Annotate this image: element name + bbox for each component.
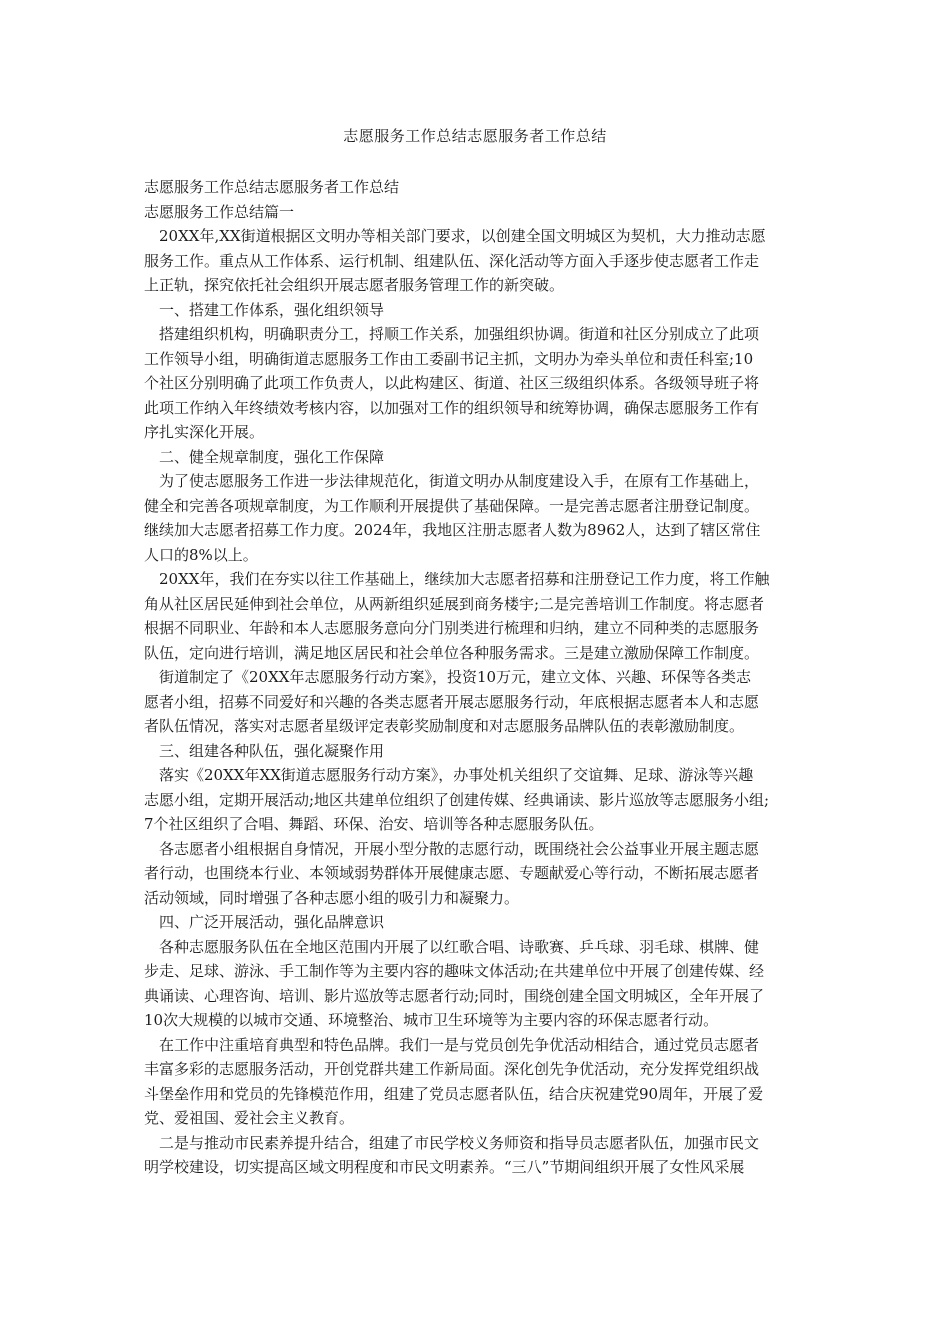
text-line: 一、搭建工作体系，强化组织领导 — [144, 300, 385, 319]
text-line: 队伍，定向进行培训，满足地区居民和社会单位各种服务需求。三是建立激励保障工作制度。 — [144, 643, 760, 662]
text-line: 7个社区组织了合唱、舞蹈、环保、治安、培训等各种志愿服务队伍。 — [144, 815, 604, 833]
text-line: 三、组建各种队伍，强化凝聚作用 — [144, 741, 385, 760]
text-line: 角从社区居民延伸到社会单位，从两新组织延展到商务楼宇;二是完善培训工作制度。将志愿者 — [144, 594, 765, 613]
text-line: 愿者小组，招募不同爱好和兴趣的各类志愿者开展志愿服务行动，年底根据志愿者本人和志愿 — [144, 692, 760, 711]
text-line: 志愿服务工作总结篇一 — [144, 202, 295, 221]
text-line: 继续加大志愿者招募工作力度。2024年，我地区注册志愿者人数为8962人，达到了辖区常住 — [144, 521, 761, 539]
text-line: 志愿服务工作总结志愿服务者工作总结 — [144, 178, 400, 196]
text-line: 人口的8%以上。 — [144, 545, 258, 564]
text-line: 斗堡垒作用和党员的先锋模范作用，组建了党员志愿者队伍，结合庆祝建党90周年，开展了爱 — [144, 1084, 764, 1103]
text-line: 个社区分别明确了此项工作负责人，以此构建区、街道、社区三级组织体系。各级领导班子将 — [144, 374, 760, 392]
text-line: 此项工作纳入年终绩效考核内容，以加强对工作的组织领导和统筹协调，确保志愿服务工作有 — [144, 398, 760, 417]
text-line: 丰富多彩的志愿服务活动，开创党群共建工作新局面。深化创先争优活动，充分发挥党组织战 — [144, 1060, 760, 1078]
text-line: 二是与推动市民素养提升结合，组建了市民学校义务师资和指导员志愿者队伍，加强市民文 — [144, 1133, 760, 1152]
text-line: 20XX年,XX街道根据区文明办等相关部门要求，以创建全国文明城区为契机，大力推动志愿 — [144, 227, 766, 245]
text-line: 服务工作。重点从工作体系、运行机制、组建队伍、深化活动等方面入手逐步使志愿者工作走 — [144, 251, 760, 270]
text-line: 志愿小组，定期开展活动;地区共建单位组织了创建传媒、经典诵读、影片巡放等志愿服务小组; — [144, 790, 770, 809]
text-line: 序扎实深化开展。 — [144, 423, 265, 441]
text-line: 明学校建设，切实提高区域文明程度和市民文明素养。“三八”节期间组织开展了女性风采展 — [144, 1158, 745, 1176]
text-line: 10次大规模的以城市交通、环境整治、城市卫生环境等为主要内容的环保志愿者行动。 — [144, 1011, 719, 1029]
text-line: 20XX年，我们在夯实以往工作基础上，继续加大志愿者招募和注册登记工作力度，将工作触 — [144, 570, 770, 588]
text-line: 在工作中注重培育典型和特色品牌。我们一是与党员创先争优活动相结合，通过党员志愿者 — [144, 1035, 760, 1054]
text-line: 活动领域，同时增强了各种志愿小组的吸引力和凝聚力。 — [144, 888, 520, 907]
document-title: 志愿服务工作总结志愿服务者工作总结 — [343, 127, 607, 145]
text-line: 各种志愿服务队伍在全地区范围内开展了以红歌合唱、诗歌赛、乒乓球、羽毛球、棋牌、健 — [144, 937, 760, 956]
text-line: 工作领导小组，明确街道志愿服务工作由工委副书记主抓，文明办为牵头单位和责任科室;10 — [144, 349, 754, 368]
text-line: 党、爱祖国、爱社会主义教育。 — [144, 1109, 355, 1127]
text-line: 步走、足球、游泳、手工制作等为主要内容的趣味文体活动;在共建单位中开展了创建传媒、经 — [144, 962, 765, 980]
text-line: 上正轨，探究依托社会组织开展志愿者服务管理工作的新突破。 — [144, 276, 565, 294]
text-line: 者行动，也围绕本行业、本领域弱势群体开展健康志愿、专题献爱心等行动，不断拓展志愿者 — [144, 864, 760, 882]
text-line: 二、健全规章制度，强化工作保障 — [144, 447, 385, 466]
text-line: 为了使志愿服务工作进一步法律规范化，街道文明办从制度建设入手，在原有工作基础上， — [144, 472, 760, 490]
text-line: 街道制定了《20XX年志愿服务行动方案》，投资10万元，建立文体、兴趣、环保等各类志 — [144, 668, 752, 686]
text-line: 者队伍情况，落实对志愿者星级评定表彰奖励制度和对志愿服务品牌队伍的表彰激励制度。 — [144, 717, 745, 735]
text-line: 典诵读、心理咨询、培训、影片巡放等志愿者行动;同时，围绕创建全国文明城区，全年开展了 — [144, 986, 765, 1005]
text-line: 健全和完善各项规章制度，为工作顺利开展提供了基础保障。一是完善志愿者注册登记制度。 — [144, 496, 760, 515]
text-line: 各志愿者小组根据自身情况，开展小型分散的志愿行动，既围绕社会公益事业开展主题志愿 — [144, 839, 760, 858]
text-line: 搭建组织机构，明确职责分工，捋顺工作关系，加强组织协调。街道和社区分别成立了此项 — [144, 325, 760, 343]
text-line: 落实《20XX年XX街道志愿服务行动方案》，办事处机关组织了交谊舞、足球、游泳等兴趣 — [144, 766, 754, 784]
document-body — [144, 175, 816, 1180]
text-line: 根据不同职业、年龄和本人志愿服务意向分门别类进行梳理和归纳，建立不同种类的志愿服务 — [144, 619, 760, 637]
text-line: 四、广泛开展活动，强化品牌意识 — [144, 913, 385, 931]
